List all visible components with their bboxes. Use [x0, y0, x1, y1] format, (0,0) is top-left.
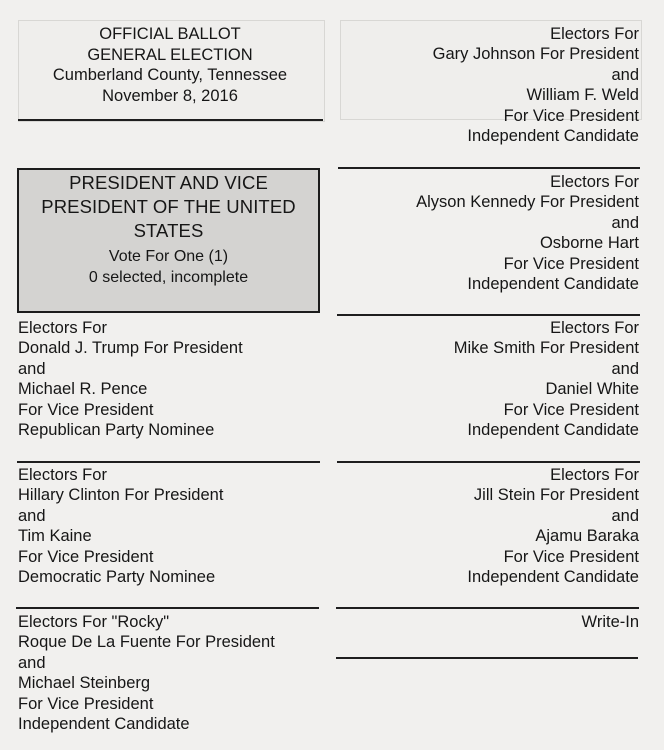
candidate-line: and [18, 359, 46, 378]
candidate-line: Donald J. Trump For President [18, 339, 243, 358]
candidate-line: William F. Weld [526, 86, 639, 105]
candidate-line: and [611, 213, 639, 232]
candidate-line: Osborne Hart [539, 234, 639, 253]
candidate-line: Electors For [550, 173, 639, 191]
candidate-line: Electors For [550, 319, 639, 337]
candidate-line: Gary Johnson For President [432, 45, 639, 64]
candidate-line: Electors For "Rocky" [18, 613, 170, 631]
header-line-county: Cumberland County, Tennessee [52, 66, 288, 84]
candidate-line: Independent Candidate [18, 715, 190, 734]
candidate-line: Tim Kaine [18, 527, 92, 546]
contest-box [17, 168, 320, 313]
candidate-line: For Vice President [503, 400, 639, 419]
candidate-option-de-la-fuente-steinberg[interactable] [18, 612, 318, 734]
candidate-divider [338, 167, 640, 169]
candidate-option-clinton-kaine[interactable] [18, 465, 318, 587]
candidate-line: Independent Candidate [467, 421, 639, 440]
candidate-line: and [18, 653, 46, 672]
candidate-line: Independent Candidate [467, 568, 639, 587]
candidate-line: Republican Party Nominee [18, 421, 215, 440]
header-line-official-ballot: OFFICIAL BALLOT [99, 25, 241, 43]
write-in-line[interactable] [336, 657, 638, 659]
selection-status: 0 selected, incomplete [88, 269, 249, 286]
candidate-line: and [611, 506, 639, 525]
contest-instructions [19, 246, 318, 288]
candidate-line: Electors For [18, 319, 107, 337]
contest-title-line: PRESIDENT OF THE UNITED [41, 196, 296, 217]
candidate-line: Daniel White [545, 380, 639, 399]
candidate-option-kennedy-hart[interactable] [339, 172, 639, 294]
candidate-option-trump-pence[interactable] [18, 318, 318, 440]
candidate-line: Independent Candidate [467, 275, 639, 294]
ballot-header [20, 24, 320, 106]
candidate-line: Michael R. Pence [18, 380, 148, 399]
candidate-line: Electors For [18, 466, 107, 484]
candidate-line: Michael Steinberg [18, 674, 151, 693]
candidate-option-stein-baraka[interactable] [339, 465, 639, 587]
candidate-line: For Vice President [503, 106, 639, 125]
candidate-line: For Vice President [18, 547, 154, 566]
candidate-divider [337, 461, 640, 463]
candidate-line: For Vice President [18, 694, 154, 713]
candidate-line: and [611, 65, 639, 84]
header-divider [18, 119, 323, 121]
candidate-line: For Vice President [503, 254, 639, 273]
candidate-divider [336, 607, 639, 609]
candidate-line: Alyson Kennedy For President [416, 193, 639, 212]
candidate-line: and [611, 359, 639, 378]
candidate-line: Ajamu Baraka [535, 527, 639, 546]
candidate-line: and [18, 506, 46, 525]
contest-title [19, 171, 318, 243]
candidate-line: For Vice President [18, 400, 154, 419]
write-in-option[interactable] [339, 612, 639, 632]
candidate-divider [17, 461, 320, 463]
candidate-line: Roque De La Fuente For President [18, 633, 275, 652]
header-line-election: GENERAL ELECTION [87, 45, 253, 64]
header-line-date: November 8, 2016 [102, 86, 238, 105]
contest-title-line: STATES [133, 220, 204, 241]
candidate-option-smith-white[interactable] [339, 318, 639, 440]
write-in-label: Write-In [581, 613, 639, 631]
candidate-line: Jill Stein For President [473, 486, 639, 505]
contest-title-line: PRESIDENT AND VICE [69, 172, 268, 193]
candidate-line: Electors For [550, 25, 639, 43]
candidate-line: Hillary Clinton For President [18, 486, 224, 505]
candidate-divider [337, 314, 640, 316]
candidate-line: Independent Candidate [467, 127, 639, 146]
candidate-line: Mike Smith For President [453, 339, 639, 358]
candidate-divider [16, 607, 319, 609]
candidate-line: For Vice President [503, 547, 639, 566]
candidate-option-johnson-weld[interactable] [339, 24, 639, 146]
vote-for-count: Vote For One (1) [108, 248, 229, 265]
candidate-line: Democratic Party Nominee [18, 568, 216, 587]
candidate-line: Electors For [550, 466, 639, 484]
